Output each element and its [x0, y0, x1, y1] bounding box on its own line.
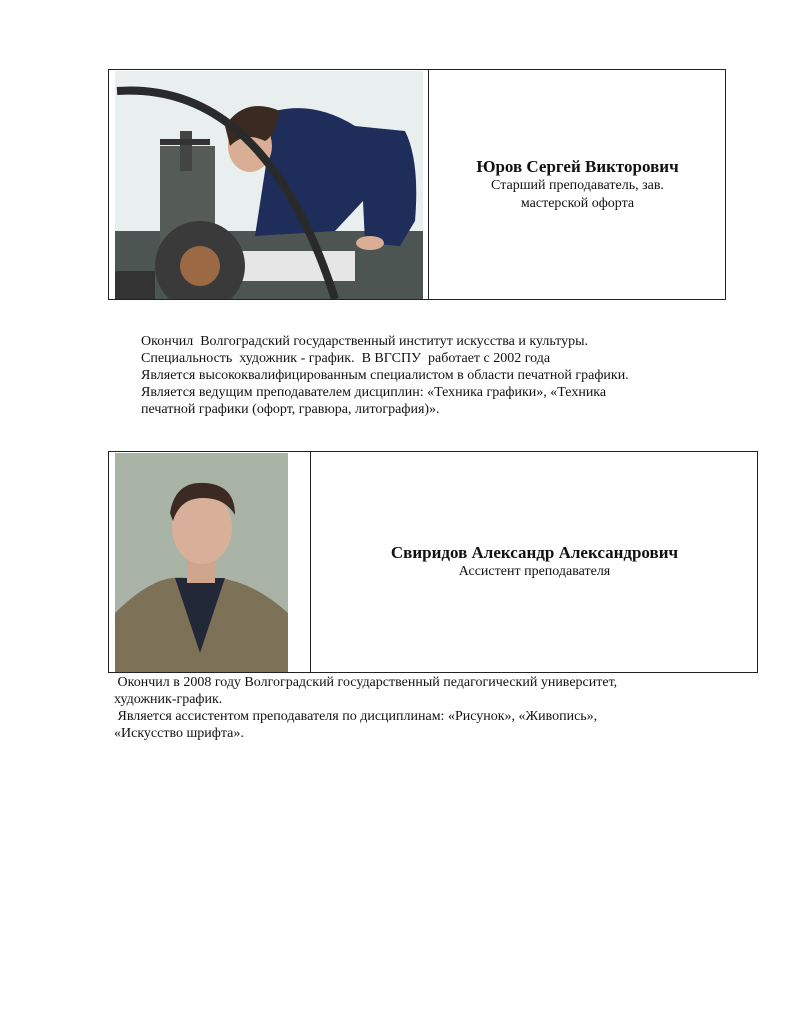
bio-line: Окончил Волгоградский государственный институт искусства и культуры.: [141, 334, 589, 349]
person-name: Свиридов Александр Александрович: [390, 543, 679, 562]
caption-sviridov: [312, 452, 757, 672]
profile-card-yurov: [108, 69, 726, 300]
bio-line: Является ассистентом преподавателя по дисциплинам: «Рисунок», «Живопись»,: [114, 709, 598, 724]
card-divider: [310, 452, 311, 672]
bio-line: художник-график.: [114, 692, 223, 707]
person-name: Юров Сергей Викторович: [476, 156, 679, 176]
bio-line: Окончил в 2008 году Волгоградский государственный педагогический университет,: [114, 675, 618, 690]
bio-line: Является высококвалифицированным специалистом в области печатной графики.: [141, 368, 629, 383]
bio-line: Специальность художник - график. В ВГСПУ работает с 2002 года: [141, 351, 551, 366]
bio-line: Является ведущим преподавателем дисциплин: «Техника графики», «Техника: [141, 385, 607, 400]
photo-portrait-young-man: [115, 453, 288, 672]
etching-press-image: [115, 71, 423, 299]
person-role-line: мастерской офорта: [520, 195, 635, 211]
bio-line: печатной графики (офорт, гравюра, литография)».: [141, 402, 440, 417]
person-role-line: Старший преподаватель, зав.: [491, 177, 664, 193]
person-role-line: Ассистент преподавателя: [458, 564, 611, 579]
caption-yurov: [430, 70, 725, 299]
profile-card-sviridov: [108, 451, 758, 673]
photo-man-at-etching-press: [115, 71, 423, 299]
bio-line: «Искусство шрифта».: [114, 726, 244, 741]
card-divider: [428, 70, 429, 299]
portrait-image: [115, 453, 288, 672]
